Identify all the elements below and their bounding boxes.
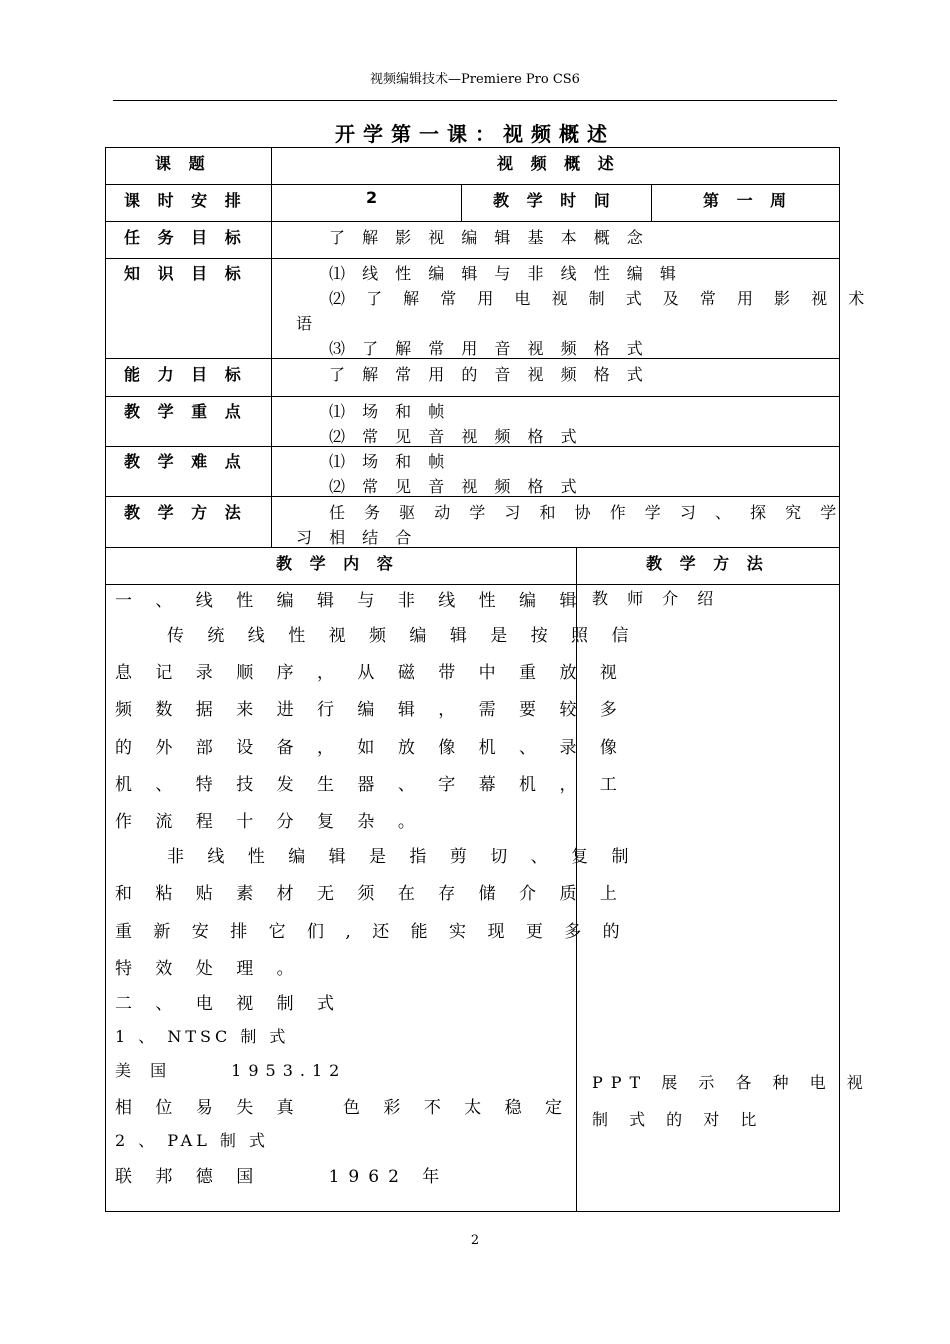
content-line-1: 一 、 线 性 编 辑 与 非 线 性 编 辑 — [115, 591, 586, 611]
page-title: 开学第一课：视频概述 — [335, 122, 615, 146]
content-line-16: 2 、 PAL 制 式 — [115, 1131, 270, 1150]
knowledge-line-3: 语 — [296, 314, 319, 333]
content-line-3: 息 记 录 顺 序 ， 从 磁 带 中 重 放 视 — [115, 663, 626, 683]
content-line-11: 特 效 处 理 。 — [115, 959, 303, 979]
task-label: 任 务 目 标 — [124, 228, 247, 247]
knowledge-line-1: ⑴ 线 性 编 辑 与 非 线 性 编 辑 — [329, 264, 682, 283]
ability-label: 能 力 目 标 — [124, 365, 247, 384]
content-line-17: 联 邦 德 国 1962 年 — [115, 1167, 449, 1187]
method-header: 教 学 方 法 — [646, 554, 769, 573]
key-label: 教 学 重 点 — [124, 402, 247, 421]
content-line-8: 非 线 性 编 辑 是 指 剪 切 、 复 制 — [115, 847, 638, 867]
key-line-1: ⑴ 场 和 帧 — [329, 402, 451, 421]
content-line-13: 1 、 NTSC 制 式 — [115, 1027, 290, 1046]
method-note-1: 教 师 介 绍 — [592, 589, 721, 608]
hours-value: 2 — [366, 188, 384, 207]
content-line-6: 机 、 特 技 发 生 器 、 字 幕 机 ， 工 — [115, 775, 626, 795]
content-line-12: 二 、 电 视 制 式 — [115, 994, 344, 1014]
content-header: 教 学 内 容 — [276, 554, 399, 573]
time-value: 第 一 周 — [703, 191, 793, 210]
knowledge-line-2: ⑵ 了 解 常 用 电 视 制 式 及 常 用 影 视 术 — [329, 289, 873, 308]
knowledge-line-4: ⑶ 了 解 常 用 音 视 频 格 式 — [329, 339, 649, 358]
header-rule — [113, 100, 837, 101]
content-line-14: 美 国 1953.12 — [115, 1061, 347, 1080]
key-line-2: ⑵ 常 见 音 视 频 格 式 — [329, 427, 583, 446]
content-line-5: 的 外 部 设 备 ， 如 放 像 机 、 录 像 — [115, 738, 626, 758]
running-header: 视频编辑技术—Premiere Pro CS6 — [370, 72, 580, 87]
page-number: 2 — [470, 1233, 480, 1248]
difficulty-line-2: ⑵ 常 见 音 视 频 格 式 — [329, 477, 583, 496]
content-line-9: 和 粘 贴 素 材 无 须 在 存 储 介 质 上 — [115, 884, 626, 904]
difficulty-line-1: ⑴ 场 和 帧 — [329, 452, 451, 471]
topic-label: 课 题 — [155, 154, 211, 173]
ability-value: 了 解 常 用 的 音 视 频 格 式 — [329, 365, 649, 384]
content-line-7: 作 流 程 十 分 复 杂 。 — [115, 812, 424, 832]
hours-label: 课 时 安 排 — [124, 191, 247, 210]
topic-value: 视 频 概 述 — [497, 154, 620, 173]
method-note-2: PPT 展 示 各 种 电 视 — [592, 1073, 871, 1092]
task-value: 了 解 影 视 编 辑 基 本 概 念 — [329, 228, 649, 247]
content-line-10: 重 新 安 排 它 们 , 还 能 实 现 更 多 的 — [115, 922, 628, 942]
method-line-1: 任 务 驱 动 学 习 和 协 作 学 习 、 探 究 学 — [329, 503, 844, 522]
method-note-3: 制 式 的 对 比 — [592, 1110, 765, 1129]
time-label: 教 学 时 间 — [493, 191, 616, 210]
content-line-15: 相 位 易 失 真 色 彩 不 太 稳 定 — [115, 1098, 572, 1118]
difficulty-label: 教 学 难 点 — [124, 452, 247, 471]
content-line-4: 频 数 据 来 进 行 编 辑 ， 需 要 较 多 — [115, 700, 626, 720]
content-line-2: 传 统 线 性 视 频 编 辑 是 按 照 信 — [115, 626, 638, 646]
method-label: 教 学 方 法 — [124, 503, 247, 522]
method-line-2: 习 相 结 合 — [296, 528, 418, 547]
knowledge-label: 知 识 目 标 — [124, 264, 247, 283]
